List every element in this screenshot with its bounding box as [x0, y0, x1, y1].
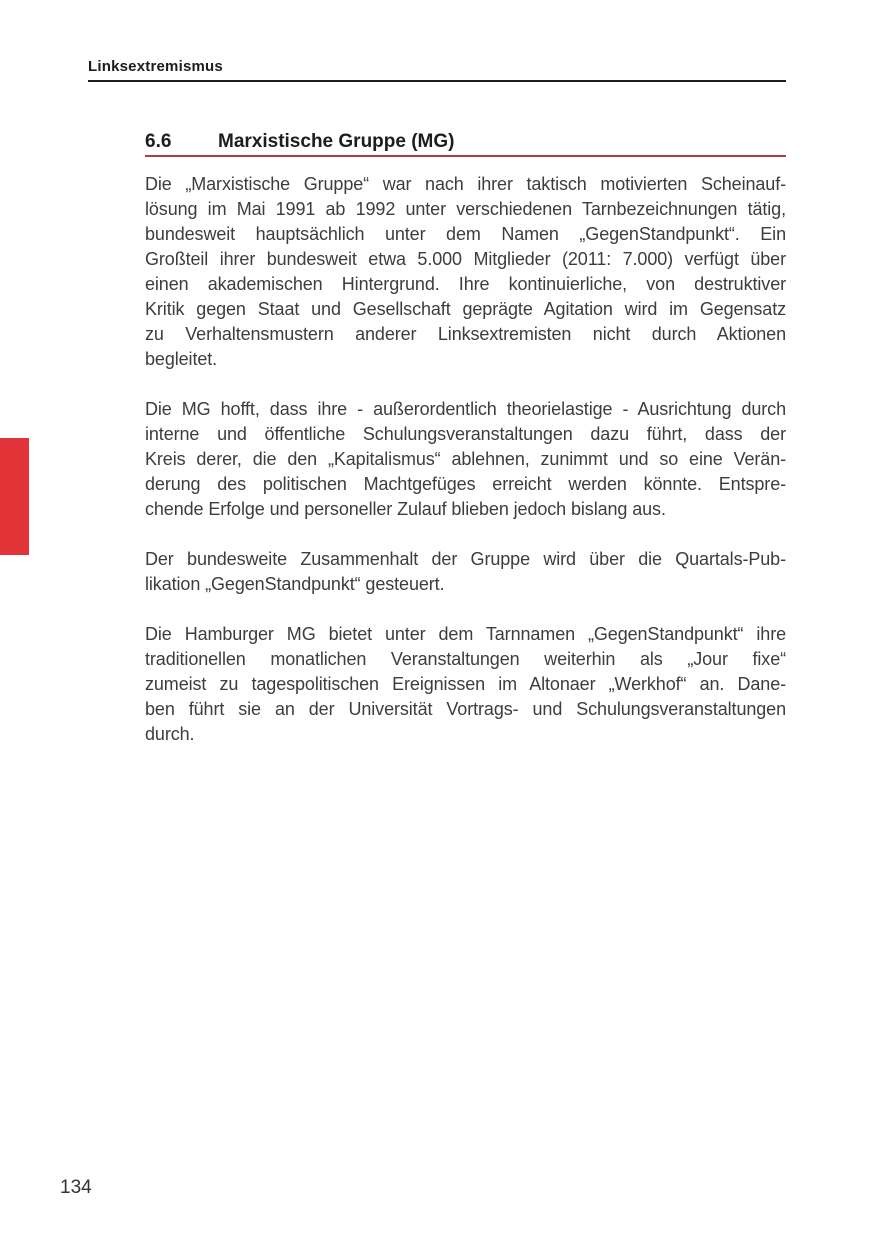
running-header-title: Linksextremismus: [88, 58, 223, 75]
text-line: zu Verhaltensmustern anderer Linksextremisten nicht durch Aktionen: [145, 324, 786, 344]
text-line: Kreis derer, die den „Kapitalismus“ ablehnen, zunimmt und so eine Verän-: [145, 449, 786, 469]
text-line: ben führt sie an der Universität Vortrags- und Schulungsveranstaltungen: [145, 699, 786, 719]
section-heading-rule: [145, 155, 786, 157]
text-line: derung des politischen Machtgefüges erreicht werden könnte. Entspre-: [145, 474, 786, 494]
body-text: [145, 172, 786, 772]
paragraph: [145, 172, 786, 372]
text-line: Der bundesweite Zusammenhalt der Gruppe wird über die Quartals-Pub-: [145, 549, 786, 569]
paragraph: [145, 397, 786, 522]
header-rule: [88, 80, 786, 82]
text-line: Kritik gegen Staat und Gesellschaft geprägte Agitation wird im Gegensatz: [145, 299, 786, 319]
text-line: Großteil ihrer bundesweit etwa 5.000 Mitglieder (2011: 7.000) verfügt über: [145, 249, 786, 269]
text-line: likation „GegenStandpunkt“ gesteuert.: [145, 574, 445, 594]
section-number: 6.6: [145, 131, 172, 152]
section-title: Marxistische Gruppe (MG): [218, 131, 455, 152]
text-line: lösung im Mai 1991 ab 1992 unter verschiedenen Tarnbezeichnungen tätig,: [145, 199, 786, 219]
paragraph: [145, 547, 786, 597]
text-line: einen akademischen Hintergrund. Ihre kontinuierliche, von destruktiver: [145, 274, 786, 294]
text-line: zumeist zu tagespolitischen Ereignissen im Altonaer „Werkhof“ an. Dane-: [145, 674, 786, 694]
text-line: bundesweit hauptsächlich unter dem Namen „GegenStandpunkt“. Ein: [145, 224, 786, 244]
text-line: interne und öffentliche Schulungsveranstaltungen dazu führt, dass der: [145, 424, 786, 444]
text-line: Die „Marxistische Gruppe“ war nach ihrer taktisch motivierten Scheinauf-: [145, 174, 786, 194]
text-line: Die Hamburger MG bietet unter dem Tarnnamen „GegenStandpunkt“ ihre: [145, 624, 786, 644]
text-line: durch.: [145, 724, 195, 744]
margin-marker: [0, 438, 29, 555]
section-heading: [145, 131, 786, 153]
text-line: Die MG hofft, dass ihre - außerordentlich theorielastige - Ausrichtung durch: [145, 399, 786, 419]
text-line: traditionellen monatlichen Veranstaltungen weiterhin als „Jour fixe“: [145, 649, 786, 669]
paragraph: [145, 622, 786, 747]
text-line: chende Erfolge und personeller Zulauf blieben jedoch bislang aus.: [145, 499, 666, 519]
page-number: 134: [60, 1177, 92, 1198]
text-line: begleitet.: [145, 349, 218, 369]
